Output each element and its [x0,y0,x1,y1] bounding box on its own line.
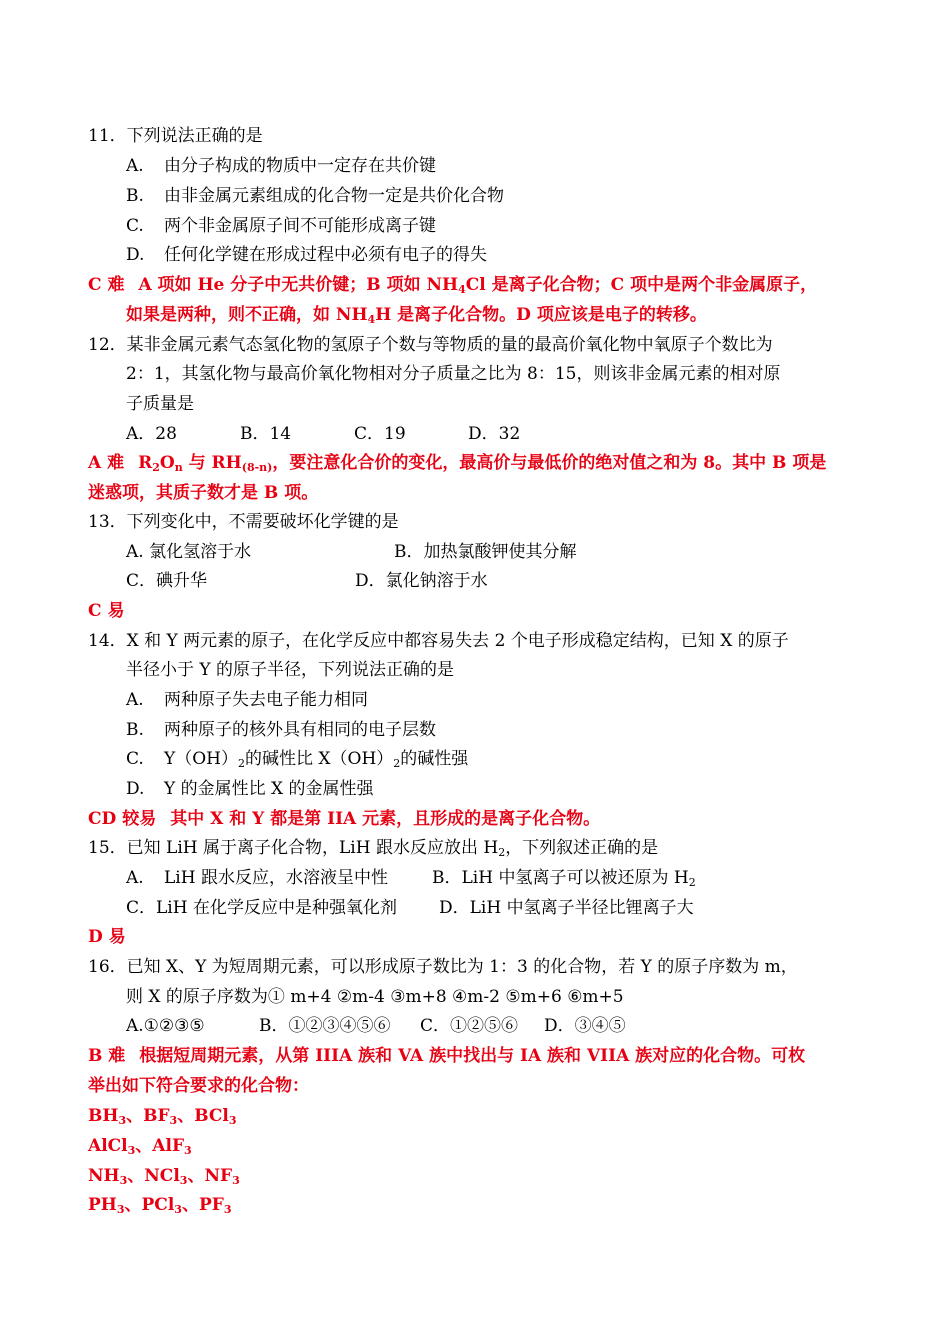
q11-option-a: A. 由分子构成的物质中一定存在共价键 [126,156,436,176]
q16-answer: B 难 根据短周期元素，从第 IIIA 族和 VA 族中找出与 IA 族和 VIIA 族对应的化合物。可枚 [88,1046,806,1066]
q12-stem: 12．某非金属元素气态氢化物的氢原子个数与等物质的量的最高价氧化物中氧原子个数比为 [88,335,773,355]
q16-option-c: C．①②⑤⑥ [420,1016,519,1036]
q15-stem: 15．已知 LiH 属于离子化合物，LiH 跟水反应放出 $H_2$，下列叙述正确的是 [88,838,659,859]
q11-option-d: D. 任何化学键在形成过程中必须有电子的得失 [126,245,487,265]
q16-option-b: B．①②③④⑤⑥ [259,1016,391,1036]
q16-option-a: A.①②③⑤ [126,1016,205,1036]
q13-options-cd [0,566,950,596]
q12-option-a: A．28 [126,424,177,444]
q14-stem-2: 半径小于 Y 的原子半径，下列说法正确的是 [126,660,455,680]
q13-option-c: C．碘升华 [126,571,208,591]
q11-answer-cont: 如果是两种，则不正确，如 $NH_4H$ 是离子化合物。D 项应该是电子的转移。 [126,305,707,326]
q12-answer-cont: 迷惑项，其质子数才是 B 项。 [88,483,319,503]
q13-options-ab [0,537,950,567]
q11-stem: 11．下列说法正确的是 [88,126,263,146]
q16-option-d: D．③④⑤ [544,1016,626,1036]
q14-stem: 14．X 和 Y 两元素的原子，在化学反应中都容易失去 2 个电子形成稳定结构，已知 X 的原子 [88,631,789,651]
q12-option-b: B．14 [240,424,292,444]
q15-option-a: LiH 跟水反应，水溶液呈中性 [164,868,388,888]
q13-option-d: D．氯化钠溶于水 [355,571,488,591]
q12-stem-2: 2：1，其氢化物与最高价氧化物相对分子质量之比为 8：15，则该非金属元素的相对原 [126,364,781,384]
q13-answer: C 易 [88,601,125,621]
q14-option-a: A. 两种原子失去电子能力相同 [126,690,368,710]
q12-stem-3: 子质量是 [126,394,194,414]
q13-option-a: A. 氯化氢溶于水 [126,542,252,562]
compound-line-aluminium: AlCl$_3$、AlF$_3$ [88,1136,192,1157]
q12-options [0,419,950,449]
q16-answer-cont: 举出如下符合要求的化合物： [88,1076,309,1096]
compound-line-phosphorus: $PH_3$、PCl$_3$、$PF_3$ [88,1195,232,1216]
q15-option-d: D．LiH 中氢离子半径比锂离子大 [439,898,694,918]
q14-option-d: D. Y 的金属性比 X 的金属性强 [126,779,374,799]
q14-answer: CD 较易 其中 X 和 Y 都是第 IIA 元素，且形成的是离子化合物。 [88,809,601,829]
q16-options [0,1011,950,1041]
q13-stem: 13．下列变化中，不需要破坏化学键的是 [88,512,399,532]
q15-answer: D 易 [88,927,126,947]
q11-answer: C 难 A 项如 He 分子中无共价键；B 项如 $NH_4Cl$ 是离子化合物；C 项中是两个非金属原子， [88,275,818,296]
q15-options-cd [0,893,950,923]
q15-options-ab: A. LiH 跟水反应，水溶液呈中性 B．LiH 中氢离子可以被还原为 $H_2$ [0,863,950,893]
q13-option-b: B．加热氯酸钾使其分解 [394,542,577,562]
q12-option-c: C．19 [354,424,406,444]
q14-option-c: C. $Y(OH)_2$的碱性比 $X(OH)_2$的碱性强 [126,749,469,770]
q16-stem-2: 则 X 的原子序数为① m+4 ②m-4 ③m+8 ④m-2 ⑤m+6 ⑥m+5 [126,987,624,1007]
q16-stem: 16．已知 X、Y 为短周期元素，可以形成原子数比为 1：3 的化合物，若 Y 的原子序数为 m， [88,957,798,977]
q12-answer: A 难 $R_2O_n$ 与 $RH_{(8-n)}$，要注意化合价的变化，最高价与最低价的绝对值之和为 8。其中 B 项是 [88,453,827,474]
q14-option-b: B. 两种原子的核外具有相同的电子层数 [126,720,436,740]
q15-option-b: B．LiH 中氢离子可以被还原为 $H_2$ [432,868,696,889]
compound-line-boron: $BH_3$、$BF_3$、BCl$_3$ [88,1106,237,1127]
q11-option-b: B. 由非金属元素组成的化合物一定是共价化合物 [126,186,504,206]
compound-line-nitrogen: $NH_3$、NCl$_3$、$NF_3$ [88,1166,240,1187]
q11-option-c: C. 两个非金属原子间不可能形成离子键 [126,216,436,236]
q12-option-d: D．32 [468,424,521,444]
q15-option-c: C．LiH 在化学反应中是种强氧化剂 [126,898,397,918]
